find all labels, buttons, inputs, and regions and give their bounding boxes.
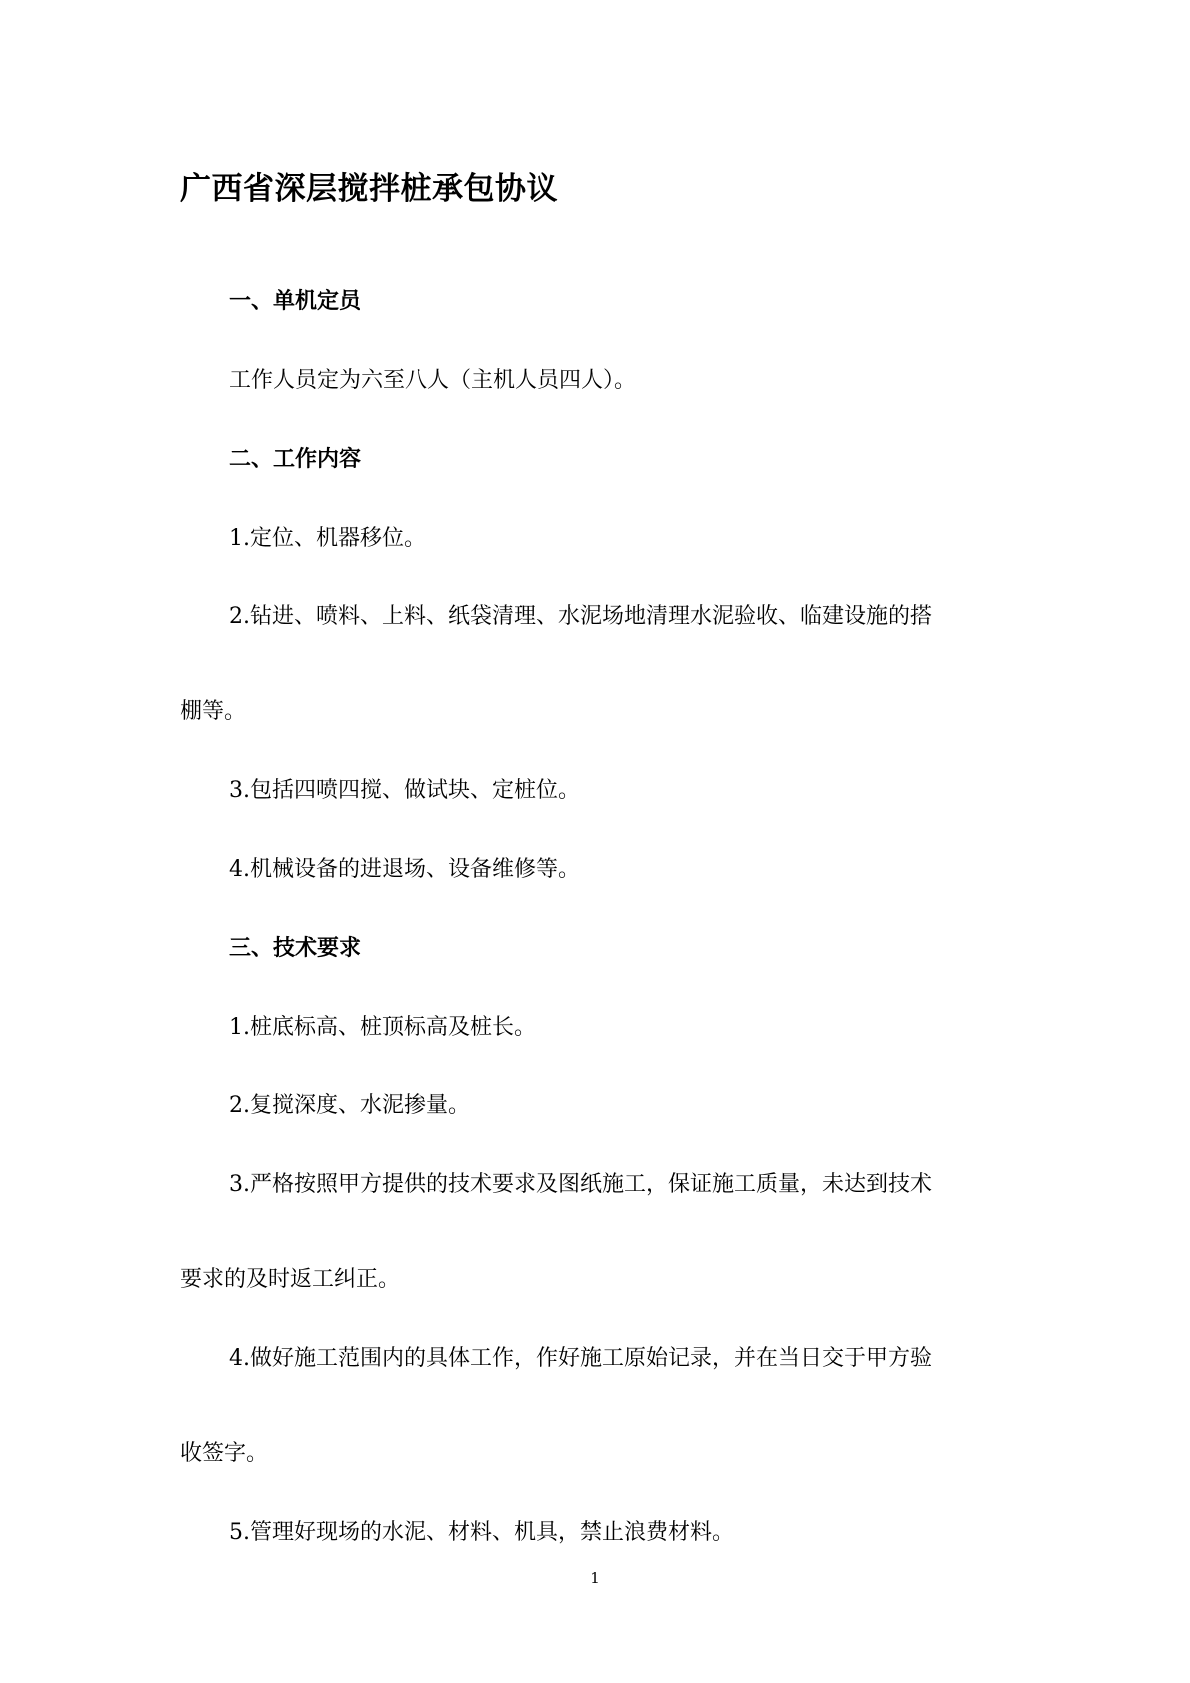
section-heading-1: 一、单机定员 bbox=[229, 289, 362, 314]
list-item-tech-2: 2.复搅深度、水泥掺量。 bbox=[229, 1093, 470, 1118]
section-heading-2: 二、工作内容 bbox=[229, 447, 362, 472]
list-item-tech-4-continued: 收签字。 bbox=[180, 1441, 269, 1466]
list-item-tech-1: 1.桩底标高、桩顶标高及桩长。 bbox=[229, 1015, 536, 1040]
document-title: 广西省深层搅拌桩承包协议 bbox=[180, 171, 558, 207]
section-heading-3: 三、技术要求 bbox=[229, 936, 362, 961]
list-item-tech-3: 3.严格按照甲方提供的技术要求及图纸施工，保证施工质量，未达到技术 bbox=[229, 1172, 932, 1197]
paragraph-staffing: 工作人员定为六至八人（主机人员四人）。 bbox=[229, 368, 637, 393]
list-item-work-1: 1.定位、机器移位。 bbox=[229, 526, 426, 551]
list-item-work-2: 2.钻进、喷料、上料、纸袋清理、水泥场地清理水泥验收、临建设施的搭 bbox=[229, 604, 932, 629]
page-number: 1 bbox=[590, 1569, 600, 1587]
list-item-work-4: 4.机械设备的进退场、设备维修等。 bbox=[229, 857, 580, 882]
list-item-tech-3-continued: 要求的及时返工纠正。 bbox=[180, 1267, 401, 1292]
list-item-tech-4: 4.做好施工范围内的具体工作，作好施工原始记录，并在当日交于甲方验 bbox=[229, 1346, 932, 1371]
list-item-work-2-continued: 棚等。 bbox=[180, 699, 247, 724]
list-item-work-3: 3.包括四喷四搅、做试块、定桩位。 bbox=[229, 778, 580, 803]
list-item-tech-5: 5.管理好现场的水泥、材料、机具，禁止浪费材料。 bbox=[229, 1520, 734, 1545]
